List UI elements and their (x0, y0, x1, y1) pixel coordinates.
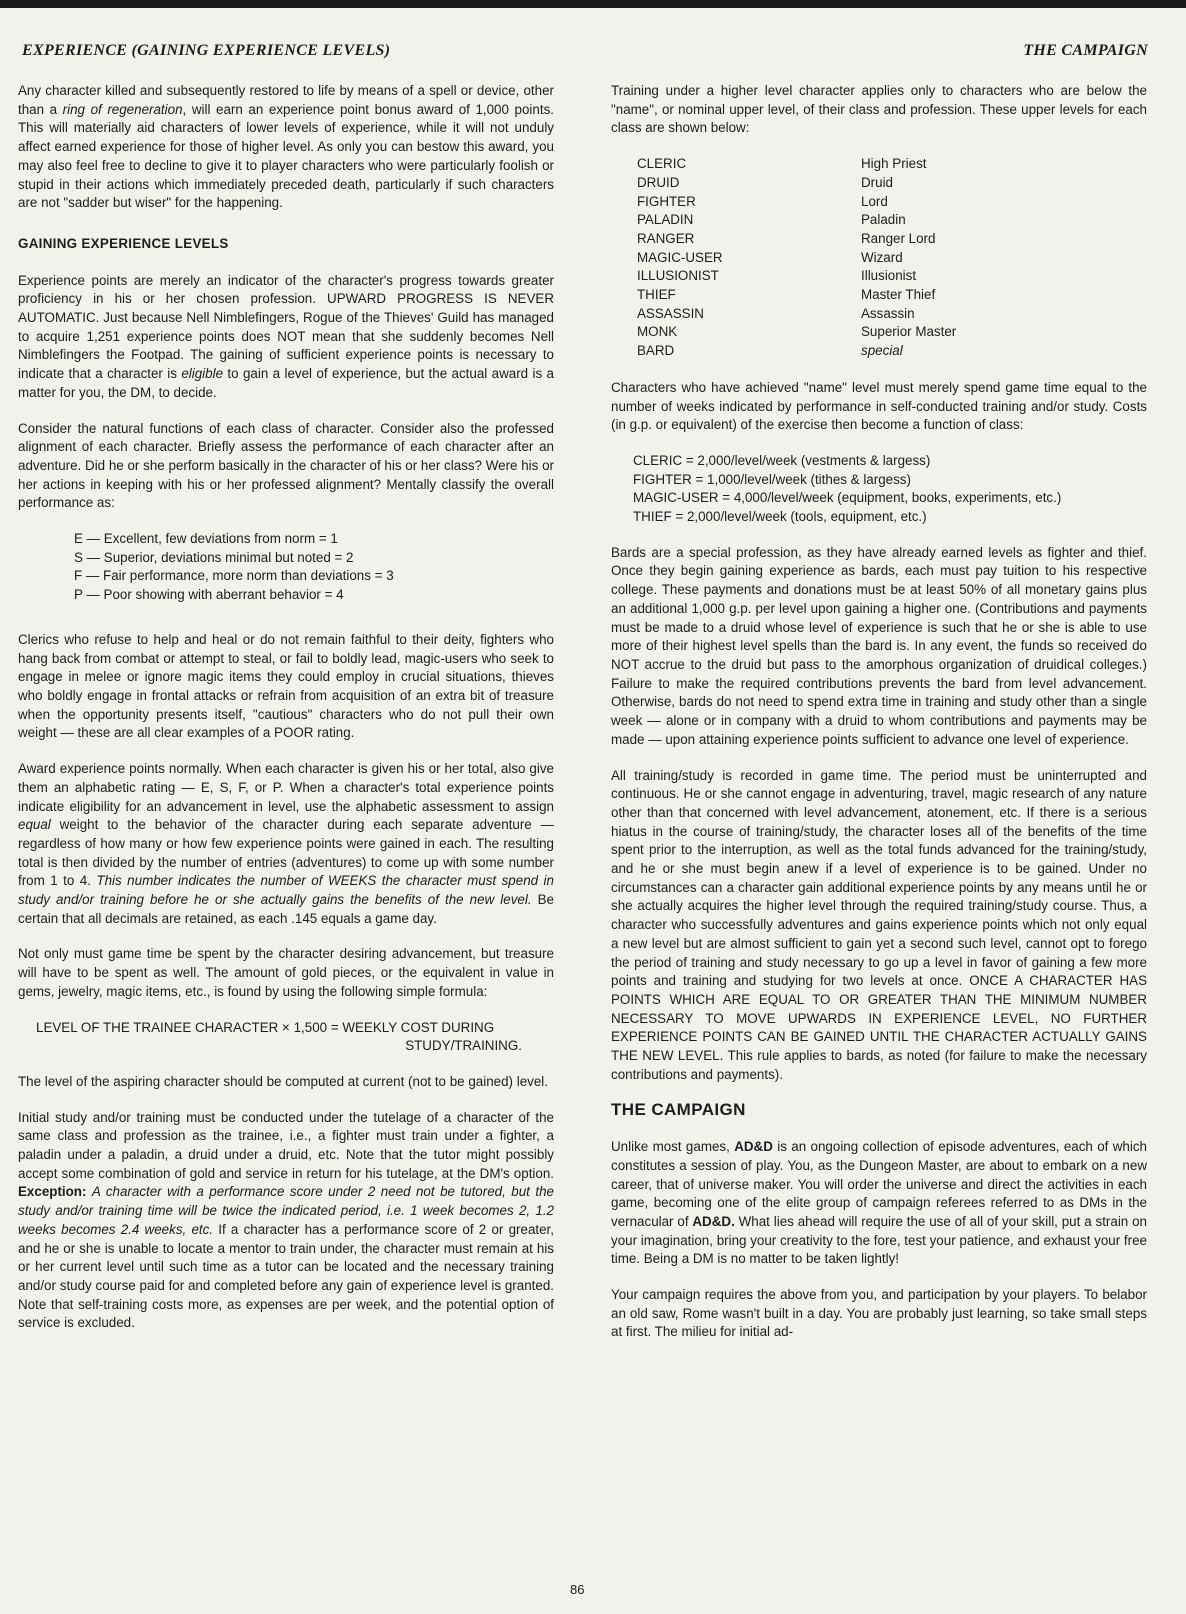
text-run: equal (18, 817, 51, 833)
cost-item-fighter: FIGHTER = 1,000/level/week (tithes & largess) (633, 471, 911, 487)
rating-item-superior: S — Superior, deviations minimal but noted = 2 (74, 549, 354, 565)
level-class-cell: THIEF (637, 287, 676, 303)
level-title-cell: High Priest (861, 156, 927, 172)
paragraph-tutelage (18, 1109, 554, 1333)
text-run: Training under a higher level character applies only to characters who are below the "name", or nominal upper level, of their class and profession. These upper levels for each class are shown below: (611, 83, 1147, 136)
level-title-cell: Lord (861, 193, 888, 209)
text-run: Unlike most games, (611, 1139, 735, 1155)
left-column (18, 82, 554, 1350)
level-class-cell: DRUID (637, 174, 680, 190)
text-run: ring of regeneration (62, 101, 183, 117)
level-title-cell: Druid (861, 174, 893, 190)
level-class-cell: MAGIC-USER (637, 249, 723, 265)
level-title-cell: Superior Master (861, 324, 957, 340)
text-run: If a character has a performance score of 2 or greater, and he or she is unable to locate a mentor to train under, the character must remain at his or her current level until such time as a tutor can be located and the necessary training and/or study course paid for and completed before any gain of experience level is granted. Note that self-training costs more, as expenses are per week, and the potential option of service is excluded. (18, 1221, 554, 1331)
text-run: Consider the natural functions of each class of character. Consider also the professed alignment of each character. Briefly assess the performance of each character after an adventure. Did he or she perform basically in the character of his or her class? Were his or her actions in keeping with his or her professed alignment? Mentally classify the overall performance as: (18, 420, 554, 511)
paragraph-assess-performance (18, 420, 554, 514)
paragraph-bards (611, 544, 1147, 750)
rating-item-fair: F — Fair performance, more norm than deviations = 3 (74, 568, 394, 584)
text-run: Exception: (18, 1184, 87, 1200)
cost-item-cleric: CLERIC = 2,000/level/week (vestments & largess) (633, 452, 931, 468)
cost-item-thief: THIEF = 2,000/level/week (tools, equipment, etc.) (633, 509, 927, 525)
paragraph-small-steps (611, 1286, 1147, 1342)
rating-item-excellent: E — Excellent, few deviations from norm = 1 (74, 531, 338, 547)
page-number: 86 (570, 1582, 585, 1597)
text-run: Characters who have achieved "name" level must merely spend game time equal to the number of weeks indicated by performance in self-conducted training and/or study. Costs (in g.p. or equivalent) of the exercise then become a function of class: (611, 379, 1147, 433)
training-cost-formula (18, 1019, 554, 1056)
level-class-cell: RANGER (637, 230, 695, 246)
cost-item-magic-user: MAGIC-USER = 4,000/level/week (equipment, books, experiments, etc.) (633, 490, 1062, 506)
text-run: , will earn an experience point bonus award of 1,000 points. This will materially aid characters of lower levels of experience, while it will not unduly affect earned experience for those of higher level. As only you can bestow this award, you may also feel free to decline to give it to player characters who were particularly foolish or stupid in their actions which immediately preceded death, particularly if such characters are not "sadder but wiser" for the happening. (18, 101, 554, 211)
text-run: Initial study and/or training must be conducted under the tutelage of a character of the same class and profession as the trainee, i.e., a fighter must train under a fighter, a paladin under a paladin, a druid under a druid, etc. Note that the tutor might possibly accept some combination of gold and service in return for his tutelage, at the DM's option. (18, 1109, 554, 1181)
text-run: Award experience points normally. When each character is given his or her total, also give them an alphabetic rating — E, S, F, or P. When a character's total experience points indicate eligibility for an advancement in level, use the alphabetic assessment to assign (18, 761, 554, 814)
text-run: Any character killed and subsequently restored to life by means of a spell or device, other than a (18, 83, 554, 117)
level-class-cell: CLERIC (637, 156, 687, 172)
class-cost-list (611, 452, 1147, 527)
text-run: A character with a performance score under 2 need not be tutored, but the study and/or training time will be twice the indicated period, i.e. 1 week becomes 2, 1.2 weeks becomes 2.4 weeks, etc. (18, 1184, 554, 1237)
page-top-edge (0, 0, 1186, 8)
text-run: Bards are a special profession, as they have already earned levels as fighter and thief. Once they begin gaining experience as bards, each must pay tuition to his respective college. These payments and donations must be at least 50% of all monetary gains plus an additional 1,000 g.p. per level upon gaining a higher one. (Contributions and payments must be made to a druid whose level of experience is such that he or she is able to use more of their highest level spells than the bard is. In any event, the funds so received do NOT accrue to the druid but pass to the amorphous organization of druidical colleges.) Failure to make the required contributions prevents the bard from level advancement. Otherwise, bards do not need to spend extra time in training and study other than a single week — alone or in company with a druid to whom contributions and payments may be made — upon attaining experience points sufficient to advance one level of experience. (611, 544, 1147, 747)
level-title-cell: Wizard (861, 249, 903, 265)
level-class-cell: ASSASSIN (637, 305, 704, 321)
paragraph-name-level (611, 82, 1147, 138)
right-column (611, 82, 1147, 1359)
paragraph-self-training (611, 379, 1147, 435)
level-class-cell: ILLUSIONIST (637, 268, 719, 284)
formula-line-2: STUDY/TRAINING. (405, 1038, 522, 1054)
rating-item-poor: P — Poor showing with aberrant behavior = 4 (74, 587, 344, 603)
level-class-cell: MONK (637, 324, 678, 340)
text-run: weight to the behavior of the character during each separate adventure — regardless of how many or how few experience points were gained in each. The resulting total is then divided by the number of entries (adventures) to come up with some number from 1 to 4. (18, 817, 554, 889)
text-run: Not only must game time be spent by the character desiring advancement, but treasure will have to be spent as well. The amount of gold pieces, or the equivalent in value in gems, jewelry, magic items, etc., is found by using the following simple formula: (18, 946, 554, 999)
level-class-cell: PALADIN (637, 212, 694, 228)
level-title-cell: Ranger Lord (861, 230, 936, 246)
text-run: to gain a level of experience, but the actual award is a matter for you, the DM, to decide. (18, 366, 555, 400)
level-title-cell: Master Thief (861, 287, 936, 303)
text-run: Be certain that all decimals are retained, as each .145 equals a game day. (18, 892, 554, 926)
level-class-cell: FIGHTER (637, 193, 696, 209)
level-title-cell: Paladin (861, 212, 906, 228)
text-run: Your campaign requires the above from you, and participation by your players. To belabor an old saw, Rome wasn't built in a day. You are probably just learning, so take small steps at first. The milieu for initial ad- (611, 1287, 1147, 1340)
text-run: What lies ahead will require the use of all of your skill, put a strain on your imagination, bring your creativity to the fore, test your patience, and exhaust your free time. Being a DM is no matter to be taken lightly! (611, 1213, 1147, 1267)
level-class-cell: BARD (637, 343, 675, 359)
text-run: eligible (181, 366, 224, 382)
paragraph-experience-indicator (18, 272, 554, 403)
text-run: All training/study is recorded in game time. The period must be uninterrupted and continuous. He or she cannot engage in adventuring, travel, magic research of any nature other than that concerned with level advancement, atonement, etc. If there is a serious hiatus in the course of training/study, the character loses all of the benefits of the time spent prior to the interruption, as well as the total funds advanced for the training/study, and he or she must begin anew if a level of experience is to be gained. Under no circumstances can a character gain additional experience points by any means until he or she actually acquires the higher level through the required training/study course. Thus, a character who successfully adventures and gains experience points which not only equal a new level but are almost sufficient to gain yet a second such level, cannot opt to forego the period of training and study necessary to go up a level in favor of gaining a few more points and training and studying for two levels at once. ONCE A CHARACTER HAS POINTS WHICH ARE EQUAL TO OR GREATER THAN THE MINIMUM NUMBER NECESSARY TO MOVE UPWARDS IN EXPERIENCE LEVEL, NO FURTHER EXPERIENCE POINTS CAN BE GAINED UNTIL THE CHARACTER ACTUALLY GAINS THE NEW LEVEL. This rule applies to bards, as noted (for failure to make the necessary contributions and payments). (611, 767, 1147, 1082)
rating-list (18, 530, 554, 605)
paragraph-restored-bonus (18, 82, 554, 213)
text-run: Experience points are merely an indicator of the character's progress towards greater proficiency in his or her chosen profession. UPWARD PROGRESS IS NEVER AUTOMATIC. Just because Nell Nimblefingers, Rogue of the Thieves' Guild has managed to acquire 1,251 experience points does NOT mean that she suddenly becomes Nell Nimblefingers the Footpad. The gaining of sufficient experience points is necessary to indicate that a character is (18, 272, 554, 382)
paragraph-poor-examples (18, 631, 554, 743)
level-title-cell: Assassin (861, 305, 915, 321)
formula-line-1: LEVEL OF THE TRAINEE CHARACTER × 1,500 = WEEKLY COST DURING (36, 1019, 495, 1035)
text-run: AD&D (734, 1139, 773, 1155)
level-title-cell: Illusionist (861, 268, 917, 284)
text-run: This number indicates the number of WEEKS the character must spend in study and/or training before he or she actually gains the benefits of the new level. (18, 873, 554, 908)
text-run: is an ongoing collection of episode adventures, each of which constitutes a session of play. You, as the Dungeon Master, are about to embark on a new career, that of universe maker. You will order the universe and direct the activities in each game, becoming one of the elite group of campaign referees referred to as DMs in the vernacular of (611, 1139, 1147, 1229)
running-header-left: EXPERIENCE (GAINING EXPERIENCE LEVELS) (22, 42, 391, 59)
paragraph-ongoing-campaign (611, 1138, 1147, 1269)
name-level-table (637, 155, 1147, 361)
text-run: Clerics who refuse to help and heal or do not remain faithful to their deity, fighters who hang back from combat or attempt to steal, or fail to boldly lead, magic-users who seek to engage in melee or ignore magic items they could employ in crucial situations, thieves who boldly engage in frontal attacks or refrain from acquisition of an extra bit of treasure when the opportunity presents itself, "cautious" characters who do not pull their own weight — these are all clear examples of a POOR rating. (18, 631, 554, 741)
running-header-right: THE CAMPAIGN (1023, 42, 1148, 59)
text-run: AD&D. (692, 1213, 735, 1229)
paragraph-treasure-cost (18, 945, 554, 1001)
section-heading-the-campaign: THE CAMPAIGN (611, 1100, 746, 1120)
paragraph-game-time (611, 767, 1147, 1085)
paragraph-current-level (18, 1073, 554, 1092)
level-title-cell: special (861, 343, 903, 359)
section-heading-gaining-levels: GAINING EXPERIENCE LEVELS (18, 235, 229, 251)
text-run: The level of the aspiring character should be computed at current (not to be gained) level. (18, 1073, 548, 1089)
paragraph-award-rating (18, 760, 554, 928)
